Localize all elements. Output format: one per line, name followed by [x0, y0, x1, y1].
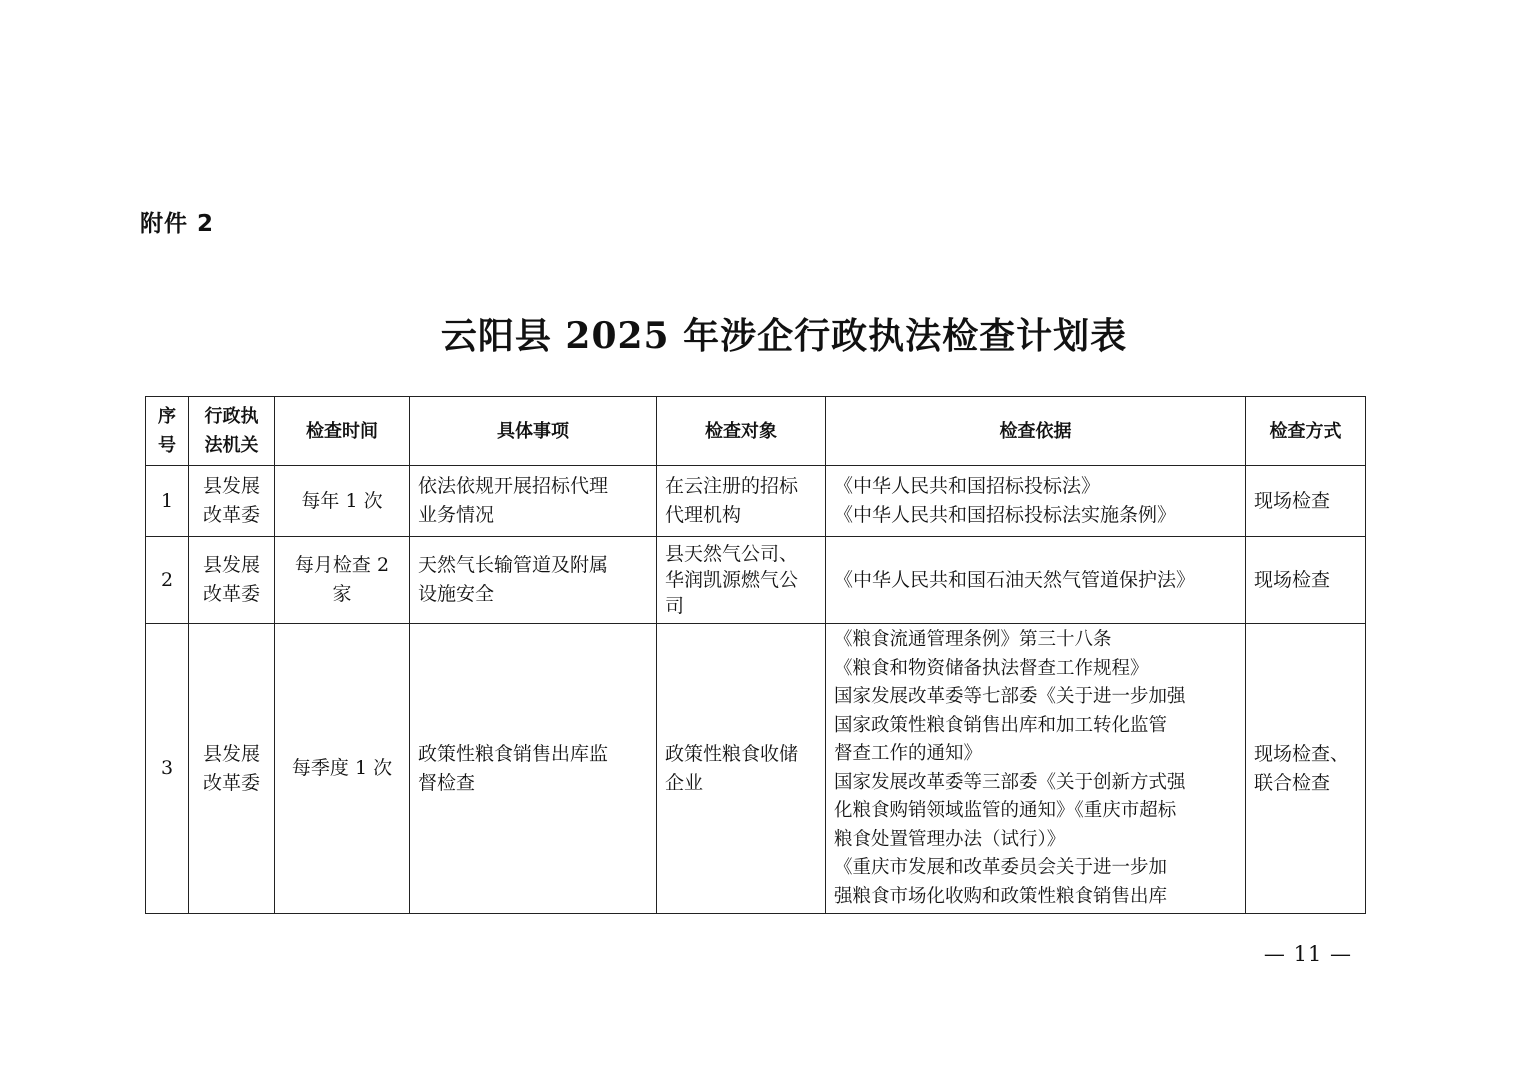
cell-method: 现场检查	[1246, 537, 1366, 624]
table-row	[146, 537, 1366, 624]
cell-agency: 县发展 改革委	[189, 466, 275, 537]
cell-basis: 《中华人民共和国石油天然气管道保护法》	[826, 537, 1246, 624]
cell-method: 现场检查、 联合检查	[1246, 624, 1366, 914]
document-title: 云阳县 2025 年涉企行政执法检查计划表	[440, 315, 1128, 357]
cell-index: 1	[146, 466, 189, 537]
page-number: — 11 —	[1263, 942, 1352, 966]
cell-item: 政策性粮食销售出库监 督检查	[410, 624, 657, 914]
header-target: 检查对象	[657, 397, 826, 466]
cell-agency: 县发展 改革委	[189, 537, 275, 624]
cell-item: 依法依规开展招标代理 业务情况	[410, 466, 657, 537]
cell-agency: 县发展 改革委	[189, 624, 275, 914]
cell-target: 在云注册的招标 代理机构	[657, 466, 826, 537]
cell-basis: 《中华人民共和国招标投标法》 《中华人民共和国招标投标法实施条例》	[826, 466, 1246, 537]
table-header-row	[146, 397, 1366, 466]
cell-method: 现场检查	[1246, 466, 1366, 537]
cell-target: 政策性粮食收储 企业	[657, 624, 826, 914]
inspection-plan-table	[145, 396, 1366, 914]
cell-time: 每月检查 2 家	[275, 537, 410, 624]
cell-target: 县天然气公司、 华润凯源燃气公 司	[657, 537, 826, 624]
cell-index: 2	[146, 537, 189, 624]
cell-time: 每年 1 次	[275, 466, 410, 537]
attachment-label: 附件 2	[140, 211, 215, 237]
header-method: 检查方式	[1246, 397, 1366, 466]
cell-basis: 《粮食流通管理条例》第三十八条 《粮食和物资储备执法督查工作规程》 国家发展改革委等七部委《关于进一步加强 国家政策性粮食销售出库和加工转化监管 督查工作的通知》 国家发展改革委等三部委《关于创新方式强 化粮食购销领域监管的通知》《重庆市超标 粮食处置管理办法（试行）》 《重庆市发展和改革委员会关于进一步加 强粮食市场化收购和政策性粮食销售出库	[826, 624, 1246, 914]
header-index: 序 号	[146, 397, 189, 466]
header-time: 检查时间	[275, 397, 410, 466]
cell-index: 3	[146, 624, 189, 914]
table-row	[146, 624, 1366, 914]
header-agency: 行政执 法机关	[189, 397, 275, 466]
header-item: 具体事项	[410, 397, 657, 466]
table-row	[146, 466, 1366, 537]
header-basis: 检查依据	[826, 397, 1246, 466]
cell-item: 天然气长输管道及附属 设施安全	[410, 537, 657, 624]
cell-time: 每季度 1 次	[275, 624, 410, 914]
